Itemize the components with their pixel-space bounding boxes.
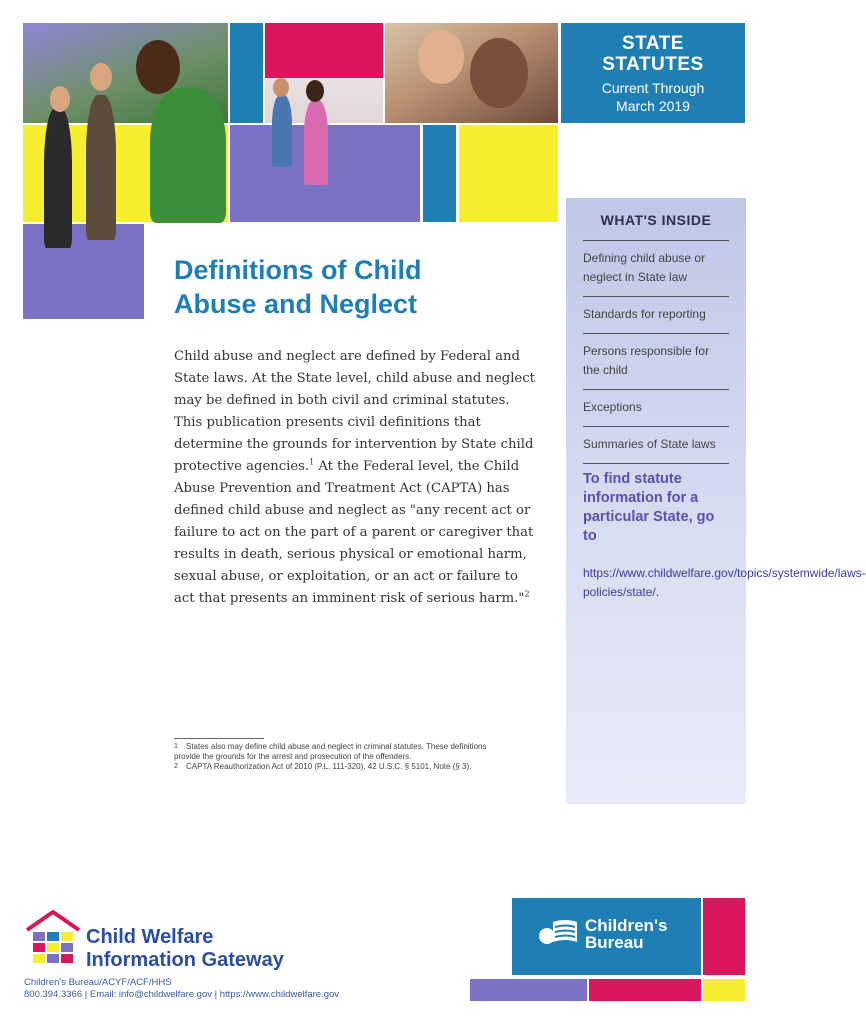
footnote-divider <box>174 738 264 739</box>
color-block <box>703 898 745 975</box>
child-figure <box>304 100 328 185</box>
cb-text-line: Bureau <box>585 933 644 952</box>
footnote-number: 1 <box>174 743 178 750</box>
house-logo-icon <box>23 908 83 968</box>
child-head <box>136 40 180 94</box>
whats-inside-sidebar <box>566 198 866 804</box>
footnote-text: States also may define child abuse and neglect in criminal statutes. These definitions provide the grounds for the arrest and prosecution of the offenders. <box>174 742 487 761</box>
color-block <box>423 125 456 222</box>
find-statute-prompt: To find statute information for a particular State, go to <box>583 471 715 544</box>
intro-paragraph <box>174 346 539 610</box>
statute-link[interactable]: https://www.childwelfare.gov/topics/systemwide/laws-policies/state/. <box>583 566 866 599</box>
contents-item: Persons responsible for the child <box>583 333 729 389</box>
logo-text-line: Information Gateway <box>86 949 284 971</box>
state-title-line: STATE <box>622 33 684 54</box>
contact-info <box>24 977 339 1001</box>
contents-item: Exceptions <box>583 389 729 426</box>
footnote-number: 2 <box>174 763 178 770</box>
state-statutes-box <box>561 23 745 123</box>
child-figure <box>44 108 72 248</box>
child-figure <box>272 95 292 167</box>
footnote-text: CAPTA Reauthorization Act of 2010 (P.L. 111-320), 42 U.S.C. § 5101, Note (§ 3). <box>186 762 472 771</box>
current-through-label: Current Through <box>601 80 705 96</box>
childrens-bureau-text <box>585 917 667 951</box>
child-figure <box>150 88 226 223</box>
contents-item: Standards for reporting <box>583 296 729 333</box>
current-through-value: March 2019 <box>616 98 690 114</box>
cb-text-line: Children's <box>585 916 668 935</box>
color-block <box>23 224 144 319</box>
child-head <box>90 63 112 91</box>
footnote-ref[interactable]: 1 <box>309 457 315 467</box>
footnote <box>174 762 504 772</box>
contents-item: Defining child abuse or neglect in State law <box>583 240 729 296</box>
adult-head <box>470 38 528 108</box>
child-head <box>50 86 70 112</box>
page-title <box>174 253 494 321</box>
child-head <box>273 78 289 97</box>
baby-head <box>418 30 464 84</box>
logo-text-line: Child Welfare <box>86 926 214 948</box>
sidebar-heading: WHAT'S INSIDE <box>600 212 712 228</box>
contents-list <box>566 240 746 464</box>
child-head <box>306 80 324 102</box>
page-title-line: Abuse and Neglect <box>174 289 418 319</box>
contents-item: Summaries of State laws <box>583 426 729 464</box>
child-figure <box>86 95 116 240</box>
footnote-ref[interactable]: 2 <box>524 589 530 599</box>
color-block <box>589 979 701 1001</box>
color-block <box>459 125 558 222</box>
flag-logo-icon <box>537 914 581 954</box>
contact-line[interactable]: 800.394.3366 | Email: info@childwelfare.gov | https://www.childwelfare.gov <box>24 989 340 1000</box>
color-block <box>230 23 263 123</box>
color-block <box>703 979 745 1001</box>
paragraph-text: Child abuse and neglect are defined by Federal and State laws. At the State level, child abuse and neglect may be defined in both civil and criminal statutes. This publication presents civil definitions that determine the grounds for intervention by State child protective agencies. <box>174 349 535 474</box>
state-statutes-title <box>561 33 745 75</box>
color-block <box>470 979 587 1001</box>
agency-line: Children's Bureau/ACYF/ACF/HHS <box>24 977 172 988</box>
state-title-line: STATUTES <box>602 54 704 75</box>
footnote <box>174 742 504 762</box>
footnotes <box>174 742 504 772</box>
gateway-logo-text <box>86 926 284 972</box>
current-through-date <box>561 79 745 115</box>
paragraph-text: At the Federal level, the Child Abuse Prevention and Treatment Act (CAPTA) has defined child abuse and neglect as "any recent act or failure to act on the part of a parent or caregiver that results in death, serious physical or emotional harm, sexual abuse, or exploitation, or an act or failure to act that presents an imminent risk of serious harm." <box>174 459 534 606</box>
page-title-line: Definitions of Child <box>174 255 422 285</box>
color-block <box>265 23 383 78</box>
